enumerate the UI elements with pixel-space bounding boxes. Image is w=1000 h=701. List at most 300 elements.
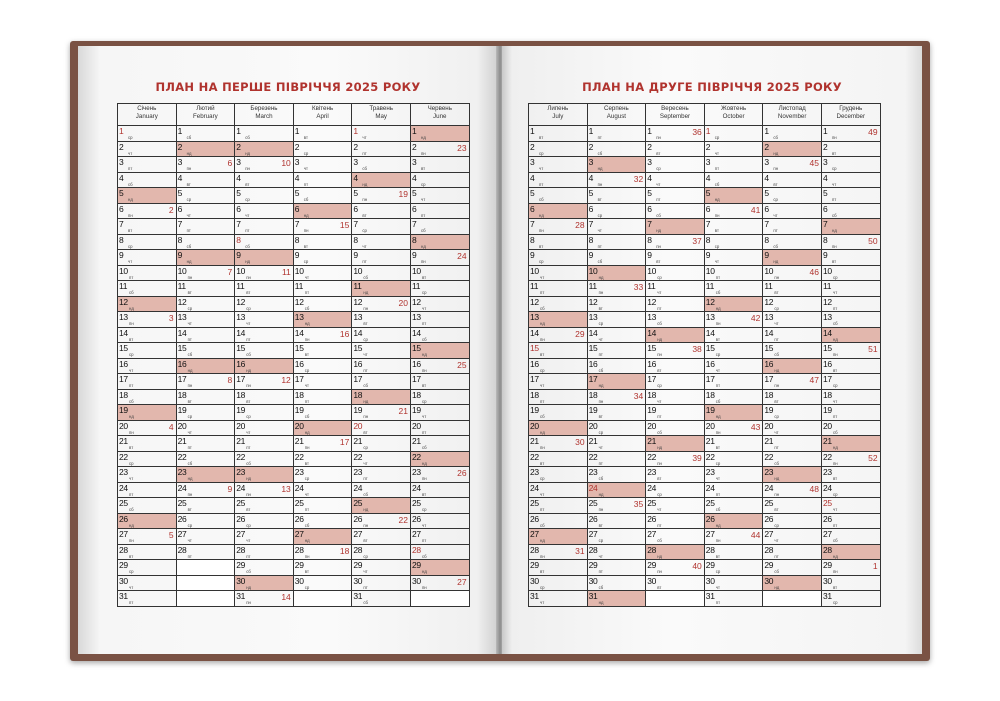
- day-cell[interactable]: [529, 529, 588, 545]
- day-cell[interactable]: [118, 420, 177, 436]
- day-cell[interactable]: [235, 389, 294, 405]
- day-cell[interactable]: [529, 513, 588, 529]
- day-cell[interactable]: [821, 529, 880, 545]
- day-cell[interactable]: [176, 172, 235, 188]
- day-cell[interactable]: [763, 234, 822, 250]
- day-cell[interactable]: [176, 296, 235, 312]
- day-cell[interactable]: [646, 374, 705, 390]
- day-cell[interactable]: [410, 281, 469, 297]
- day-cell[interactable]: [293, 312, 352, 328]
- day-cell[interactable]: [529, 436, 588, 452]
- day-cell[interactable]: [704, 234, 763, 250]
- day-cell[interactable]: [118, 575, 177, 591]
- day-cell[interactable]: [118, 250, 177, 266]
- day-cell[interactable]: [410, 250, 469, 266]
- day-cell[interactable]: [821, 327, 880, 343]
- day-cell[interactable]: [704, 296, 763, 312]
- day-cell[interactable]: [646, 188, 705, 204]
- day-cell[interactable]: [235, 358, 294, 374]
- day-cell[interactable]: [587, 405, 646, 421]
- day-cell[interactable]: [235, 327, 294, 343]
- day-cell[interactable]: [293, 482, 352, 498]
- day-cell[interactable]: [704, 591, 763, 607]
- day-cell[interactable]: [293, 436, 352, 452]
- day-cell[interactable]: [293, 141, 352, 157]
- day-cell[interactable]: [704, 281, 763, 297]
- day-cell[interactable]: [646, 436, 705, 452]
- day-cell[interactable]: [646, 126, 705, 142]
- day-cell[interactable]: [587, 234, 646, 250]
- day-cell[interactable]: [176, 482, 235, 498]
- day-cell[interactable]: [235, 126, 294, 142]
- day-cell[interactable]: [293, 281, 352, 297]
- day-cell[interactable]: [293, 203, 352, 219]
- day-cell[interactable]: [529, 389, 588, 405]
- day-cell[interactable]: [763, 436, 822, 452]
- day-cell[interactable]: [529, 296, 588, 312]
- day-cell[interactable]: [410, 482, 469, 498]
- day-cell[interactable]: [646, 312, 705, 328]
- day-cell[interactable]: [410, 544, 469, 560]
- day-cell[interactable]: [587, 513, 646, 529]
- day-cell[interactable]: [646, 575, 705, 591]
- day-cell[interactable]: [587, 374, 646, 390]
- day-cell[interactable]: [118, 482, 177, 498]
- day-cell[interactable]: [118, 265, 177, 281]
- day-cell[interactable]: [176, 389, 235, 405]
- day-cell[interactable]: [293, 327, 352, 343]
- day-cell[interactable]: [763, 482, 822, 498]
- day-cell[interactable]: [118, 126, 177, 142]
- day-cell[interactable]: [410, 374, 469, 390]
- day-cell[interactable]: [821, 575, 880, 591]
- day-cell[interactable]: [235, 451, 294, 467]
- day-cell[interactable]: [176, 327, 235, 343]
- day-cell[interactable]: [410, 575, 469, 591]
- day-cell[interactable]: [235, 560, 294, 576]
- day-cell[interactable]: [352, 250, 411, 266]
- day-cell[interactable]: [587, 436, 646, 452]
- day-cell[interactable]: [118, 405, 177, 421]
- day-cell[interactable]: [176, 498, 235, 514]
- day-cell[interactable]: [176, 405, 235, 421]
- day-cell[interactable]: [704, 405, 763, 421]
- day-cell[interactable]: [118, 498, 177, 514]
- day-cell[interactable]: [352, 482, 411, 498]
- day-cell[interactable]: [176, 203, 235, 219]
- day-cell[interactable]: [646, 250, 705, 266]
- day-cell[interactable]: [352, 420, 411, 436]
- day-cell[interactable]: [763, 513, 822, 529]
- day-cell[interactable]: [821, 405, 880, 421]
- day-cell[interactable]: [529, 451, 588, 467]
- day-cell[interactable]: [529, 575, 588, 591]
- day-cell[interactable]: [646, 327, 705, 343]
- day-cell[interactable]: [235, 312, 294, 328]
- day-cell[interactable]: [821, 296, 880, 312]
- day-cell[interactable]: [646, 513, 705, 529]
- day-cell[interactable]: [235, 281, 294, 297]
- day-cell[interactable]: [176, 544, 235, 560]
- day-cell[interactable]: [646, 529, 705, 545]
- day-cell[interactable]: [587, 389, 646, 405]
- day-cell[interactable]: [529, 358, 588, 374]
- day-cell[interactable]: [646, 405, 705, 421]
- day-cell[interactable]: [410, 219, 469, 235]
- day-cell[interactable]: [704, 389, 763, 405]
- day-cell[interactable]: [587, 529, 646, 545]
- day-cell[interactable]: [821, 498, 880, 514]
- day-cell[interactable]: [646, 560, 705, 576]
- day-cell[interactable]: [529, 141, 588, 157]
- day-cell[interactable]: [118, 219, 177, 235]
- day-cell[interactable]: [763, 327, 822, 343]
- day-cell[interactable]: [176, 157, 235, 173]
- day-cell[interactable]: [704, 451, 763, 467]
- day-cell[interactable]: [118, 436, 177, 452]
- day-cell[interactable]: [587, 482, 646, 498]
- day-cell[interactable]: [176, 467, 235, 483]
- day-cell[interactable]: [118, 141, 177, 157]
- day-cell[interactable]: [529, 420, 588, 436]
- day-cell[interactable]: [529, 374, 588, 390]
- day-cell[interactable]: [763, 343, 822, 359]
- day-cell[interactable]: [587, 296, 646, 312]
- day-cell[interactable]: [821, 203, 880, 219]
- day-cell[interactable]: [587, 451, 646, 467]
- day-cell[interactable]: [293, 234, 352, 250]
- day-cell[interactable]: [352, 281, 411, 297]
- day-cell[interactable]: [763, 420, 822, 436]
- day-cell[interactable]: [176, 188, 235, 204]
- day-cell[interactable]: [235, 234, 294, 250]
- day-cell[interactable]: [176, 436, 235, 452]
- day-cell[interactable]: [176, 219, 235, 235]
- day-cell[interactable]: [176, 343, 235, 359]
- day-cell[interactable]: [646, 420, 705, 436]
- day-cell[interactable]: [176, 281, 235, 297]
- day-cell[interactable]: [646, 234, 705, 250]
- day-cell[interactable]: [293, 172, 352, 188]
- day-cell[interactable]: [646, 219, 705, 235]
- day-cell[interactable]: [646, 343, 705, 359]
- day-cell[interactable]: [176, 234, 235, 250]
- day-cell[interactable]: [763, 529, 822, 545]
- day-cell[interactable]: [587, 188, 646, 204]
- day-cell[interactable]: [352, 451, 411, 467]
- day-cell[interactable]: [235, 172, 294, 188]
- day-cell[interactable]: [587, 358, 646, 374]
- day-cell[interactable]: [763, 265, 822, 281]
- day-cell[interactable]: [118, 312, 177, 328]
- day-cell[interactable]: [763, 157, 822, 173]
- day-cell[interactable]: [352, 544, 411, 560]
- day-cell[interactable]: [821, 374, 880, 390]
- day-cell[interactable]: [118, 188, 177, 204]
- day-cell[interactable]: [704, 498, 763, 514]
- day-cell[interactable]: [293, 529, 352, 545]
- day-cell[interactable]: [763, 498, 822, 514]
- day-cell[interactable]: [410, 467, 469, 483]
- day-cell[interactable]: [646, 389, 705, 405]
- day-cell[interactable]: [176, 250, 235, 266]
- day-cell[interactable]: [646, 498, 705, 514]
- day-cell[interactable]: [118, 467, 177, 483]
- day-cell[interactable]: [587, 560, 646, 576]
- day-cell[interactable]: [529, 327, 588, 343]
- day-cell[interactable]: [587, 219, 646, 235]
- day-cell[interactable]: [704, 126, 763, 142]
- day-cell[interactable]: [235, 529, 294, 545]
- day-cell[interactable]: [587, 343, 646, 359]
- day-cell[interactable]: [529, 281, 588, 297]
- day-cell[interactable]: [821, 591, 880, 607]
- day-cell[interactable]: [529, 157, 588, 173]
- day-cell[interactable]: [763, 575, 822, 591]
- day-cell[interactable]: [352, 575, 411, 591]
- day-cell[interactable]: [118, 544, 177, 560]
- day-cell[interactable]: [704, 482, 763, 498]
- day-cell[interactable]: [529, 265, 588, 281]
- day-cell[interactable]: [821, 544, 880, 560]
- day-cell[interactable]: [410, 560, 469, 576]
- day-cell[interactable]: [293, 575, 352, 591]
- day-cell[interactable]: [646, 358, 705, 374]
- day-cell[interactable]: [704, 575, 763, 591]
- day-cell[interactable]: [352, 467, 411, 483]
- day-cell[interactable]: [704, 560, 763, 576]
- day-cell[interactable]: [352, 188, 411, 204]
- day-cell[interactable]: [293, 374, 352, 390]
- day-cell[interactable]: [352, 234, 411, 250]
- day-cell[interactable]: [352, 374, 411, 390]
- day-cell[interactable]: [118, 327, 177, 343]
- day-cell[interactable]: [587, 467, 646, 483]
- day-cell[interactable]: [587, 126, 646, 142]
- day-cell[interactable]: [118, 172, 177, 188]
- day-cell[interactable]: [529, 234, 588, 250]
- day-cell[interactable]: [118, 560, 177, 576]
- day-cell[interactable]: [821, 281, 880, 297]
- day-cell[interactable]: [704, 544, 763, 560]
- day-cell[interactable]: [646, 203, 705, 219]
- day-cell[interactable]: [821, 234, 880, 250]
- day-cell[interactable]: [529, 250, 588, 266]
- day-cell[interactable]: [821, 467, 880, 483]
- day-cell[interactable]: [587, 312, 646, 328]
- day-cell[interactable]: [352, 296, 411, 312]
- day-cell[interactable]: [704, 219, 763, 235]
- day-cell[interactable]: [235, 482, 294, 498]
- day-cell[interactable]: [763, 389, 822, 405]
- day-cell[interactable]: [704, 420, 763, 436]
- day-cell[interactable]: [352, 358, 411, 374]
- day-cell[interactable]: [352, 141, 411, 157]
- day-cell[interactable]: [410, 296, 469, 312]
- day-cell[interactable]: [529, 498, 588, 514]
- day-cell[interactable]: [293, 219, 352, 235]
- day-cell[interactable]: [529, 405, 588, 421]
- day-cell[interactable]: [410, 234, 469, 250]
- day-cell[interactable]: [410, 358, 469, 374]
- day-cell[interactable]: [821, 513, 880, 529]
- day-cell[interactable]: [410, 498, 469, 514]
- day-cell[interactable]: [704, 157, 763, 173]
- day-cell[interactable]: [235, 188, 294, 204]
- day-cell[interactable]: [821, 141, 880, 157]
- day-cell[interactable]: [410, 451, 469, 467]
- day-cell[interactable]: [704, 436, 763, 452]
- day-cell[interactable]: [529, 482, 588, 498]
- day-cell[interactable]: [821, 358, 880, 374]
- day-cell[interactable]: [235, 374, 294, 390]
- day-cell[interactable]: [763, 203, 822, 219]
- day-cell[interactable]: [587, 591, 646, 607]
- day-cell[interactable]: [235, 420, 294, 436]
- day-cell[interactable]: [821, 451, 880, 467]
- day-cell[interactable]: [704, 141, 763, 157]
- day-cell[interactable]: [118, 343, 177, 359]
- day-cell[interactable]: [235, 219, 294, 235]
- day-cell[interactable]: [587, 575, 646, 591]
- day-cell[interactable]: [587, 544, 646, 560]
- day-cell[interactable]: [821, 172, 880, 188]
- day-cell[interactable]: [352, 436, 411, 452]
- day-cell[interactable]: [410, 157, 469, 173]
- day-cell[interactable]: [587, 203, 646, 219]
- day-cell[interactable]: [646, 544, 705, 560]
- day-cell[interactable]: [293, 544, 352, 560]
- day-cell[interactable]: [293, 250, 352, 266]
- day-cell[interactable]: [763, 560, 822, 576]
- day-cell[interactable]: [352, 405, 411, 421]
- day-cell[interactable]: [529, 591, 588, 607]
- day-cell[interactable]: [176, 141, 235, 157]
- day-cell[interactable]: [118, 529, 177, 545]
- day-cell[interactable]: [529, 343, 588, 359]
- day-cell[interactable]: [704, 343, 763, 359]
- day-cell[interactable]: [235, 265, 294, 281]
- day-cell[interactable]: [529, 188, 588, 204]
- day-cell[interactable]: [763, 250, 822, 266]
- day-cell[interactable]: [352, 172, 411, 188]
- day-cell[interactable]: [821, 265, 880, 281]
- day-cell[interactable]: [587, 157, 646, 173]
- day-cell[interactable]: [293, 467, 352, 483]
- day-cell[interactable]: [821, 560, 880, 576]
- day-cell[interactable]: [352, 591, 411, 607]
- day-cell[interactable]: [410, 420, 469, 436]
- day-cell[interactable]: [646, 296, 705, 312]
- day-cell[interactable]: [646, 141, 705, 157]
- day-cell[interactable]: [529, 312, 588, 328]
- day-cell[interactable]: [763, 172, 822, 188]
- day-cell[interactable]: [118, 374, 177, 390]
- day-cell[interactable]: [410, 327, 469, 343]
- day-cell[interactable]: [763, 467, 822, 483]
- day-cell[interactable]: [352, 343, 411, 359]
- day-cell[interactable]: [529, 126, 588, 142]
- day-cell[interactable]: [235, 467, 294, 483]
- day-cell[interactable]: [821, 343, 880, 359]
- day-cell[interactable]: [293, 498, 352, 514]
- day-cell[interactable]: [763, 544, 822, 560]
- day-cell[interactable]: [293, 157, 352, 173]
- day-cell[interactable]: [176, 312, 235, 328]
- day-cell[interactable]: [118, 513, 177, 529]
- day-cell[interactable]: [235, 513, 294, 529]
- day-cell[interactable]: [118, 451, 177, 467]
- day-cell[interactable]: [235, 157, 294, 173]
- day-cell[interactable]: [235, 575, 294, 591]
- day-cell[interactable]: [763, 188, 822, 204]
- day-cell[interactable]: [235, 591, 294, 607]
- day-cell[interactable]: [410, 529, 469, 545]
- day-cell[interactable]: [587, 420, 646, 436]
- day-cell[interactable]: [821, 436, 880, 452]
- day-cell[interactable]: [704, 265, 763, 281]
- day-cell[interactable]: [821, 420, 880, 436]
- day-cell[interactable]: [235, 498, 294, 514]
- day-cell[interactable]: [821, 188, 880, 204]
- day-cell[interactable]: [293, 560, 352, 576]
- day-cell[interactable]: [704, 172, 763, 188]
- day-cell[interactable]: [352, 560, 411, 576]
- day-cell[interactable]: [176, 513, 235, 529]
- day-cell[interactable]: [704, 358, 763, 374]
- day-cell[interactable]: [763, 312, 822, 328]
- day-cell[interactable]: [410, 343, 469, 359]
- day-cell[interactable]: [293, 513, 352, 529]
- day-cell[interactable]: [352, 312, 411, 328]
- day-cell[interactable]: [176, 265, 235, 281]
- day-cell[interactable]: [352, 265, 411, 281]
- day-cell[interactable]: [352, 513, 411, 529]
- day-cell[interactable]: [587, 498, 646, 514]
- day-cell[interactable]: [293, 420, 352, 436]
- day-cell[interactable]: [704, 513, 763, 529]
- day-cell[interactable]: [763, 374, 822, 390]
- day-cell[interactable]: [118, 358, 177, 374]
- day-cell[interactable]: [293, 343, 352, 359]
- day-cell[interactable]: [176, 529, 235, 545]
- day-cell[interactable]: [646, 157, 705, 173]
- day-cell[interactable]: [821, 157, 880, 173]
- day-cell[interactable]: [704, 529, 763, 545]
- day-cell[interactable]: [821, 312, 880, 328]
- day-cell[interactable]: [410, 312, 469, 328]
- day-cell[interactable]: [704, 203, 763, 219]
- day-cell[interactable]: [118, 157, 177, 173]
- day-cell[interactable]: [821, 250, 880, 266]
- day-cell[interactable]: [763, 219, 822, 235]
- day-cell[interactable]: [704, 188, 763, 204]
- day-cell[interactable]: [529, 219, 588, 235]
- day-cell[interactable]: [763, 358, 822, 374]
- day-cell[interactable]: [352, 219, 411, 235]
- day-cell[interactable]: [587, 141, 646, 157]
- day-cell[interactable]: [821, 219, 880, 235]
- day-cell[interactable]: [293, 265, 352, 281]
- day-cell[interactable]: [763, 451, 822, 467]
- day-cell[interactable]: [235, 544, 294, 560]
- day-cell[interactable]: [410, 436, 469, 452]
- day-cell[interactable]: [176, 451, 235, 467]
- day-cell[interactable]: [118, 281, 177, 297]
- day-cell[interactable]: [235, 296, 294, 312]
- day-cell[interactable]: [821, 126, 880, 142]
- day-cell[interactable]: [410, 172, 469, 188]
